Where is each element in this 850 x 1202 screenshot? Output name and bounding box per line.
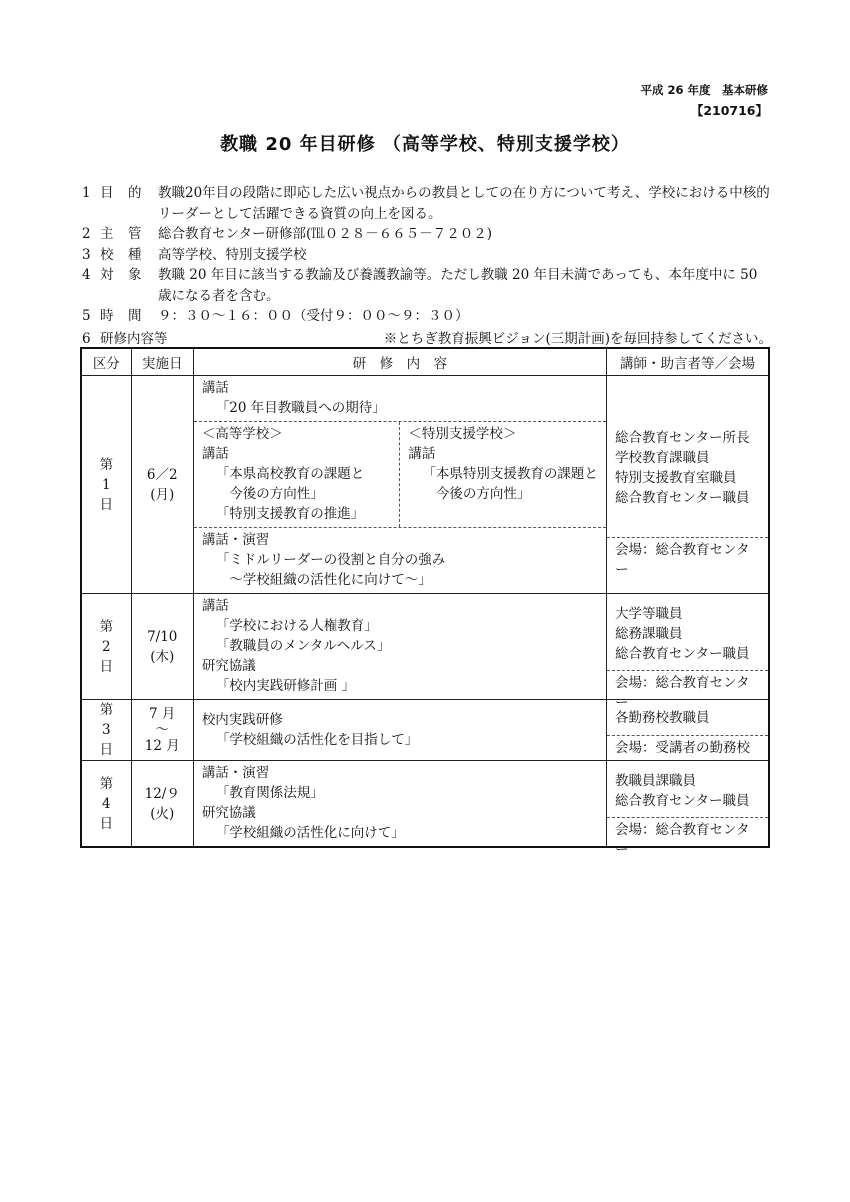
page-title: 教職 20 年目研修 （高等学校、特別支援学校）: [220, 134, 630, 155]
row-date: 6／2 (月): [131, 376, 193, 594]
content-block-lecture: 講話 「20 年目教職員への期待」: [194, 376, 606, 422]
header-course-label: 平成 26 年度 基本研修: [640, 83, 768, 97]
row-content: 講話・演習 「教育関係法規」 研究協議 「学校組織の活性化に向けて」: [193, 761, 606, 848]
row-content: [193, 376, 606, 594]
content-block-special-school: ＜特別支援学校＞ 講話 「本県特別支援教育の課題と 今後の方向性」: [408, 426, 598, 502]
row-venue: 会場：総合教育センター: [607, 817, 768, 862]
content-block-exercise: 講話・演習 「ミドルリーダーの役割と自分の強み ～学校組織の活性化に向けて～」: [201, 532, 446, 588]
overview-item-time: 5 時 間 ９：３０～１６：００（受付９：００～９：３０）: [82, 308, 469, 324]
row-venue: 会場：総合教育センター: [607, 670, 768, 715]
overview-item-contents: 6 研修内容等 ※とちぎ教育振興ビジョン(三期計画)を毎回持参してください。: [82, 331, 772, 347]
content-block-split: [194, 422, 606, 528]
row-date: 7 月 ～ 12 月: [131, 700, 193, 761]
row-teachers: 総合教育センター所長 学校教育課職員 特別支援教育室職員 総合教育センター職員 会場：総合教育センター: [607, 376, 770, 594]
table-row: [81, 376, 769, 594]
header-teachers: 講師・助言者等／会場: [607, 348, 770, 376]
row-content: 校内実践研修 「学校組織の活性化を目指して」: [193, 700, 606, 761]
table-row: [81, 761, 769, 848]
header-content: 研 修 内 容: [193, 348, 606, 376]
header-date: 実施日: [131, 348, 193, 376]
overview-list: [82, 183, 772, 327]
row-teachers: 大学等職員 総務課職員 総合教育センター職員 会場：総合教育センター: [607, 594, 770, 700]
row-date: 12/９ (火): [131, 761, 193, 848]
row-date: 7/10 (木): [131, 594, 193, 700]
overview-item-target: 4 対 象 教職 20 年目に該当する教諭及び養護教諭等。ただし教職 20 年目未満であっても、本年度中に 50 歳になる者を含む。: [82, 267, 758, 304]
schedule-table: [80, 347, 770, 858]
table-header-row: [81, 348, 769, 376]
overview-item-purpose: 1 目 的 教職20年目の段階に即応した広い視点からの教員としての在り方について考え、学校における中核的リーダーとして活躍できる資質の向上を図る。: [82, 185, 770, 222]
row-day-label: 第 3 日: [81, 700, 131, 761]
overview-item-school-type: 3 校 種 高等学校、特別支援学校: [82, 246, 307, 263]
row-content: 講話 「学校における人権教育」 「教職員のメンタルヘルス」 研究協議 「校内実践研修計画 」: [193, 594, 606, 700]
row-day-label: 第 2 日: [81, 594, 131, 700]
content-block-high-school: ＜高等学校＞ 講話 「本県高校教育の課題と 今後の方向性」 「特別支援教育の推進」: [194, 422, 401, 527]
overview-item-organizer: 2 主 管 総合教育センター研修部(℡０２８－６６５－７２０２): [82, 226, 492, 242]
row-day-label: 第 4 日: [81, 761, 131, 848]
row-day-label: 第 1 日: [81, 376, 131, 594]
header-course-code: 【210716】: [690, 103, 768, 118]
table-row: [81, 700, 769, 761]
contents-label: 研修内容等: [100, 331, 168, 347]
row-teachers: 教職員課職員 総合教育センター職員 会場：総合教育センター: [607, 761, 770, 848]
row-venue: 会場：総合教育センター: [607, 537, 768, 582]
table-row: [81, 594, 769, 700]
row-teachers: 各勤務校教職員 会場：受講者の勤務校: [607, 700, 770, 761]
contents-note: ※とちぎ教育振興ビジョン(三期計画)を毎回持参してください。: [383, 331, 772, 347]
header-kubun: 区分: [81, 348, 131, 376]
row-venue: 会場：受講者の勤務校: [607, 735, 768, 760]
